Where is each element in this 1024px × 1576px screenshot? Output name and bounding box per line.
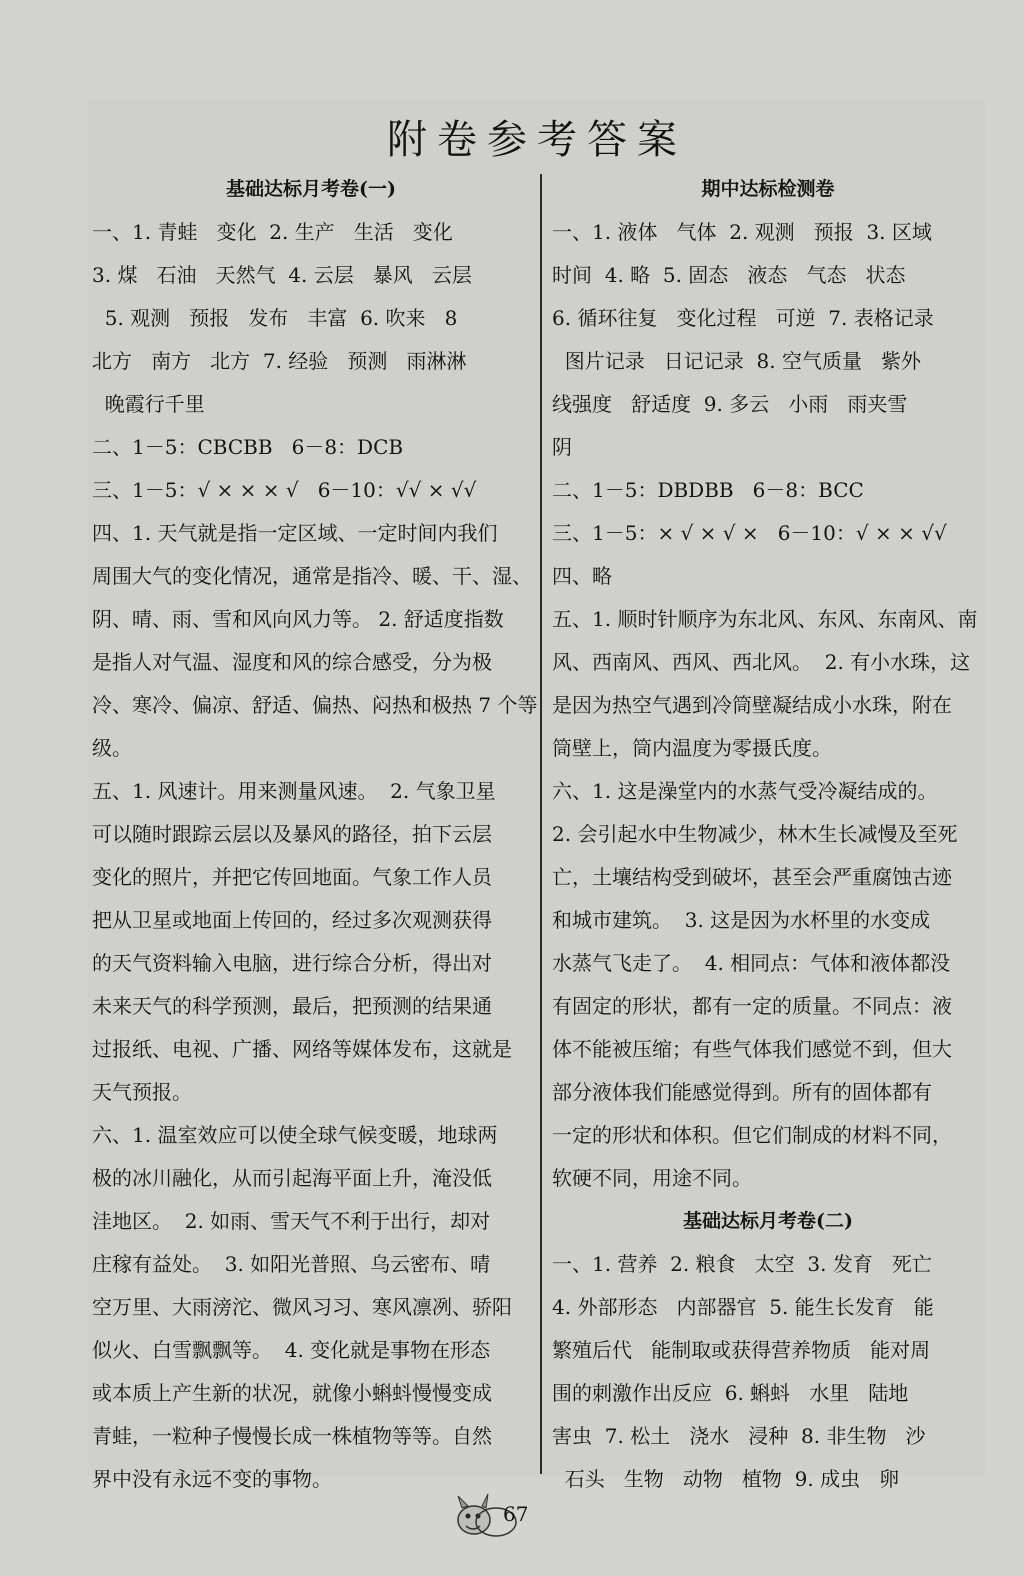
answer-line: 界中没有永远不变的事物。 [92, 1467, 332, 1491]
answer-line: 二、1－5：DBDBB 6－8：BCC [552, 478, 864, 502]
answer-line: 是因为热空气遇到冷筒壁凝结成小水珠，附在 [552, 693, 952, 717]
answer-line: 时间 4. 略 5. 固态 液态 气态 状态 [552, 263, 906, 287]
right-answer-lines [552, 211, 984, 1200]
page-number: 67 [503, 1502, 529, 1526]
page-title: 附卷参考答案 [387, 117, 687, 163]
answer-line: 和城市建筑。 3. 这是因为水杯里的水变成 [552, 908, 931, 932]
answer-line: 四、1. 天气就是指一定区域、一定时间内我们 [92, 521, 498, 545]
right-column [552, 168, 984, 1501]
answer-line: 或本质上产生新的状况，就像小蝌蚪慢慢变成 [92, 1381, 492, 1405]
answer-line: 软硬不同，用途不同。 [552, 1166, 752, 1190]
answer-line: 三、1－5：× √ × √ × 6－10：√ × × √√ [552, 521, 947, 545]
answer-line: 风、西南风、西风、西北风。 2. 有小水珠，这 [552, 650, 971, 674]
answer-line: 晚霞行千里 [92, 392, 205, 416]
answer-line: 3. 煤 石油 天然气 4. 云层 暴风 云层 [92, 263, 472, 287]
answer-line: 阴 [552, 435, 572, 459]
answer-line: 北方 南方 北方 7. 经验 预测 雨淋淋 [92, 349, 467, 373]
answer-line: 六、1. 温室效应可以使全球气候变暖，地球两 [92, 1123, 498, 1147]
answer-line: 害虫 7. 松土 浇水 浸种 8. 非生物 沙 [552, 1424, 926, 1448]
answer-line: 一、1. 青蛙 变化 2. 生产 生活 变化 [92, 220, 453, 244]
answer-line: 青蛙，一粒种子慢慢长成一株植物等等。自然 [92, 1424, 492, 1448]
answer-line: 是指人对气温、湿度和风的综合感受，分为极 [92, 650, 492, 674]
answer-line: 三、1－5：√ × × × √ 6－10：√√ × √√ [92, 478, 477, 502]
answer-line: 过报纸、电视、广播、网络等媒体发布，这就是 [92, 1037, 512, 1061]
answer-line: 的天气资料输入电脑，进行综合分析，得出对 [92, 951, 492, 975]
answer-line: 石头 生物 动物 植物 9. 成虫 卵 [552, 1467, 900, 1491]
answer-line: 一、1. 液体 气体 2. 观测 预报 3. 区域 [552, 220, 932, 244]
answer-line: 二、1－5：CBCBB 6－8：DCB [92, 435, 404, 459]
section-heading-monthly-2: 基础达标月考卷(二) [683, 1210, 853, 1232]
answer-line: 亡，土壤结构受到破坏，甚至会严重腐蚀古迹 [552, 865, 952, 889]
answer-line: 极的冰川融化，从而引起海平面上升，淹没低 [92, 1166, 492, 1190]
answer-line: 线强度 舒适度 9. 多云 小雨 雨夹雪 [552, 392, 908, 416]
answer-line: 冷、寒冷、偏凉、舒适、偏热、闷热和极热 7 个等 [92, 693, 538, 717]
answer-line: 水蒸气飞走了。 4. 相同点：气体和液体都没 [552, 951, 951, 975]
answer-line: 繁殖后代 能制取或获得营养物质 能对周 [552, 1338, 931, 1362]
answer-line: 空万里、大雨滂沱、微风习习、寒风凛冽、骄阳 [92, 1295, 512, 1319]
answer-line: 部分液体我们能感觉得到。所有的固体都有 [552, 1080, 932, 1104]
left-column [92, 168, 538, 1501]
column-divider [540, 174, 542, 1474]
answer-line: 4. 外部形态 内部器官 5. 能生长发育 能 [552, 1295, 934, 1319]
answer-line: 一、1. 营养 2. 粮食 太空 3. 发育 死亡 [552, 1252, 932, 1276]
answer-line: 有固定的形状，都有一定的质量。不同点：液 [552, 994, 952, 1018]
answer-line: 洼地区。 2. 如雨、雪天气不利于出行，却对 [92, 1209, 491, 1233]
answer-line: 周围大气的变化情况，通常是指冷、暖、干、湿、 [92, 564, 532, 588]
answer-line: 一定的形状和体积。但它们制成的材料不同， [552, 1123, 952, 1147]
answer-line: 级。 [92, 736, 132, 760]
section-heading-monthly-1: 基础达标月考卷(一) [226, 178, 396, 200]
answer-line: 图片记录 日记记录 8. 空气质量 紫外 [552, 349, 922, 373]
answer-line: 可以随时跟踪云层以及暴风的路径，拍下云层 [92, 822, 492, 846]
answer-line: 五、1. 风速计。用来测量风速。 2. 气象卫星 [92, 779, 496, 803]
answer-line: 四、略 [552, 564, 612, 588]
answer-line: 天气预报。 [92, 1080, 192, 1104]
answer-line: 五、1. 顺时针顺序为东北风、东风、东南风、南 [552, 607, 978, 631]
answer-line: 六、1. 这是澡堂内的水蒸气受冷凝结成的。 [552, 779, 938, 803]
answer-line: 6. 循环往复 变化过程 可逆 7. 表格记录 [552, 306, 934, 330]
right-answer-lines-2 [552, 1243, 984, 1501]
answer-line: 把从卫星或地面上传回的，经过多次观测获得 [92, 908, 492, 932]
answer-line: 阴、晴、雨、雪和风向风力等。 2. 舒适度指数 [92, 607, 504, 631]
answer-line: 似火、白雪飘飘等。 4. 变化就是事物在形态 [92, 1338, 491, 1362]
answer-line: 体不能被压缩；有些气体我们感觉不到，但大 [552, 1037, 952, 1061]
answer-line: 筒壁上，筒内温度为零摄氏度。 [552, 736, 832, 760]
answer-line: 庄稼有益处。 3. 如阳光普照、乌云密布、晴 [92, 1252, 491, 1276]
section-heading-midterm: 期中达标检测卷 [701, 178, 835, 200]
answer-line: 未来天气的科学预测，最后，把预测的结果通 [92, 994, 492, 1018]
answer-line: 围的刺激作出反应 6. 蝌蚪 水里 陆地 [552, 1381, 909, 1405]
answer-line: 2. 会引起水中生物减少，林木生长减慢及至死 [552, 822, 958, 846]
answer-line: 5. 观测 预报 发布 丰富 6. 吹来 8 [92, 306, 458, 330]
answer-line: 变化的照片，并把它传回地面。气象工作人员 [92, 865, 492, 889]
left-answer-lines [92, 211, 538, 1501]
